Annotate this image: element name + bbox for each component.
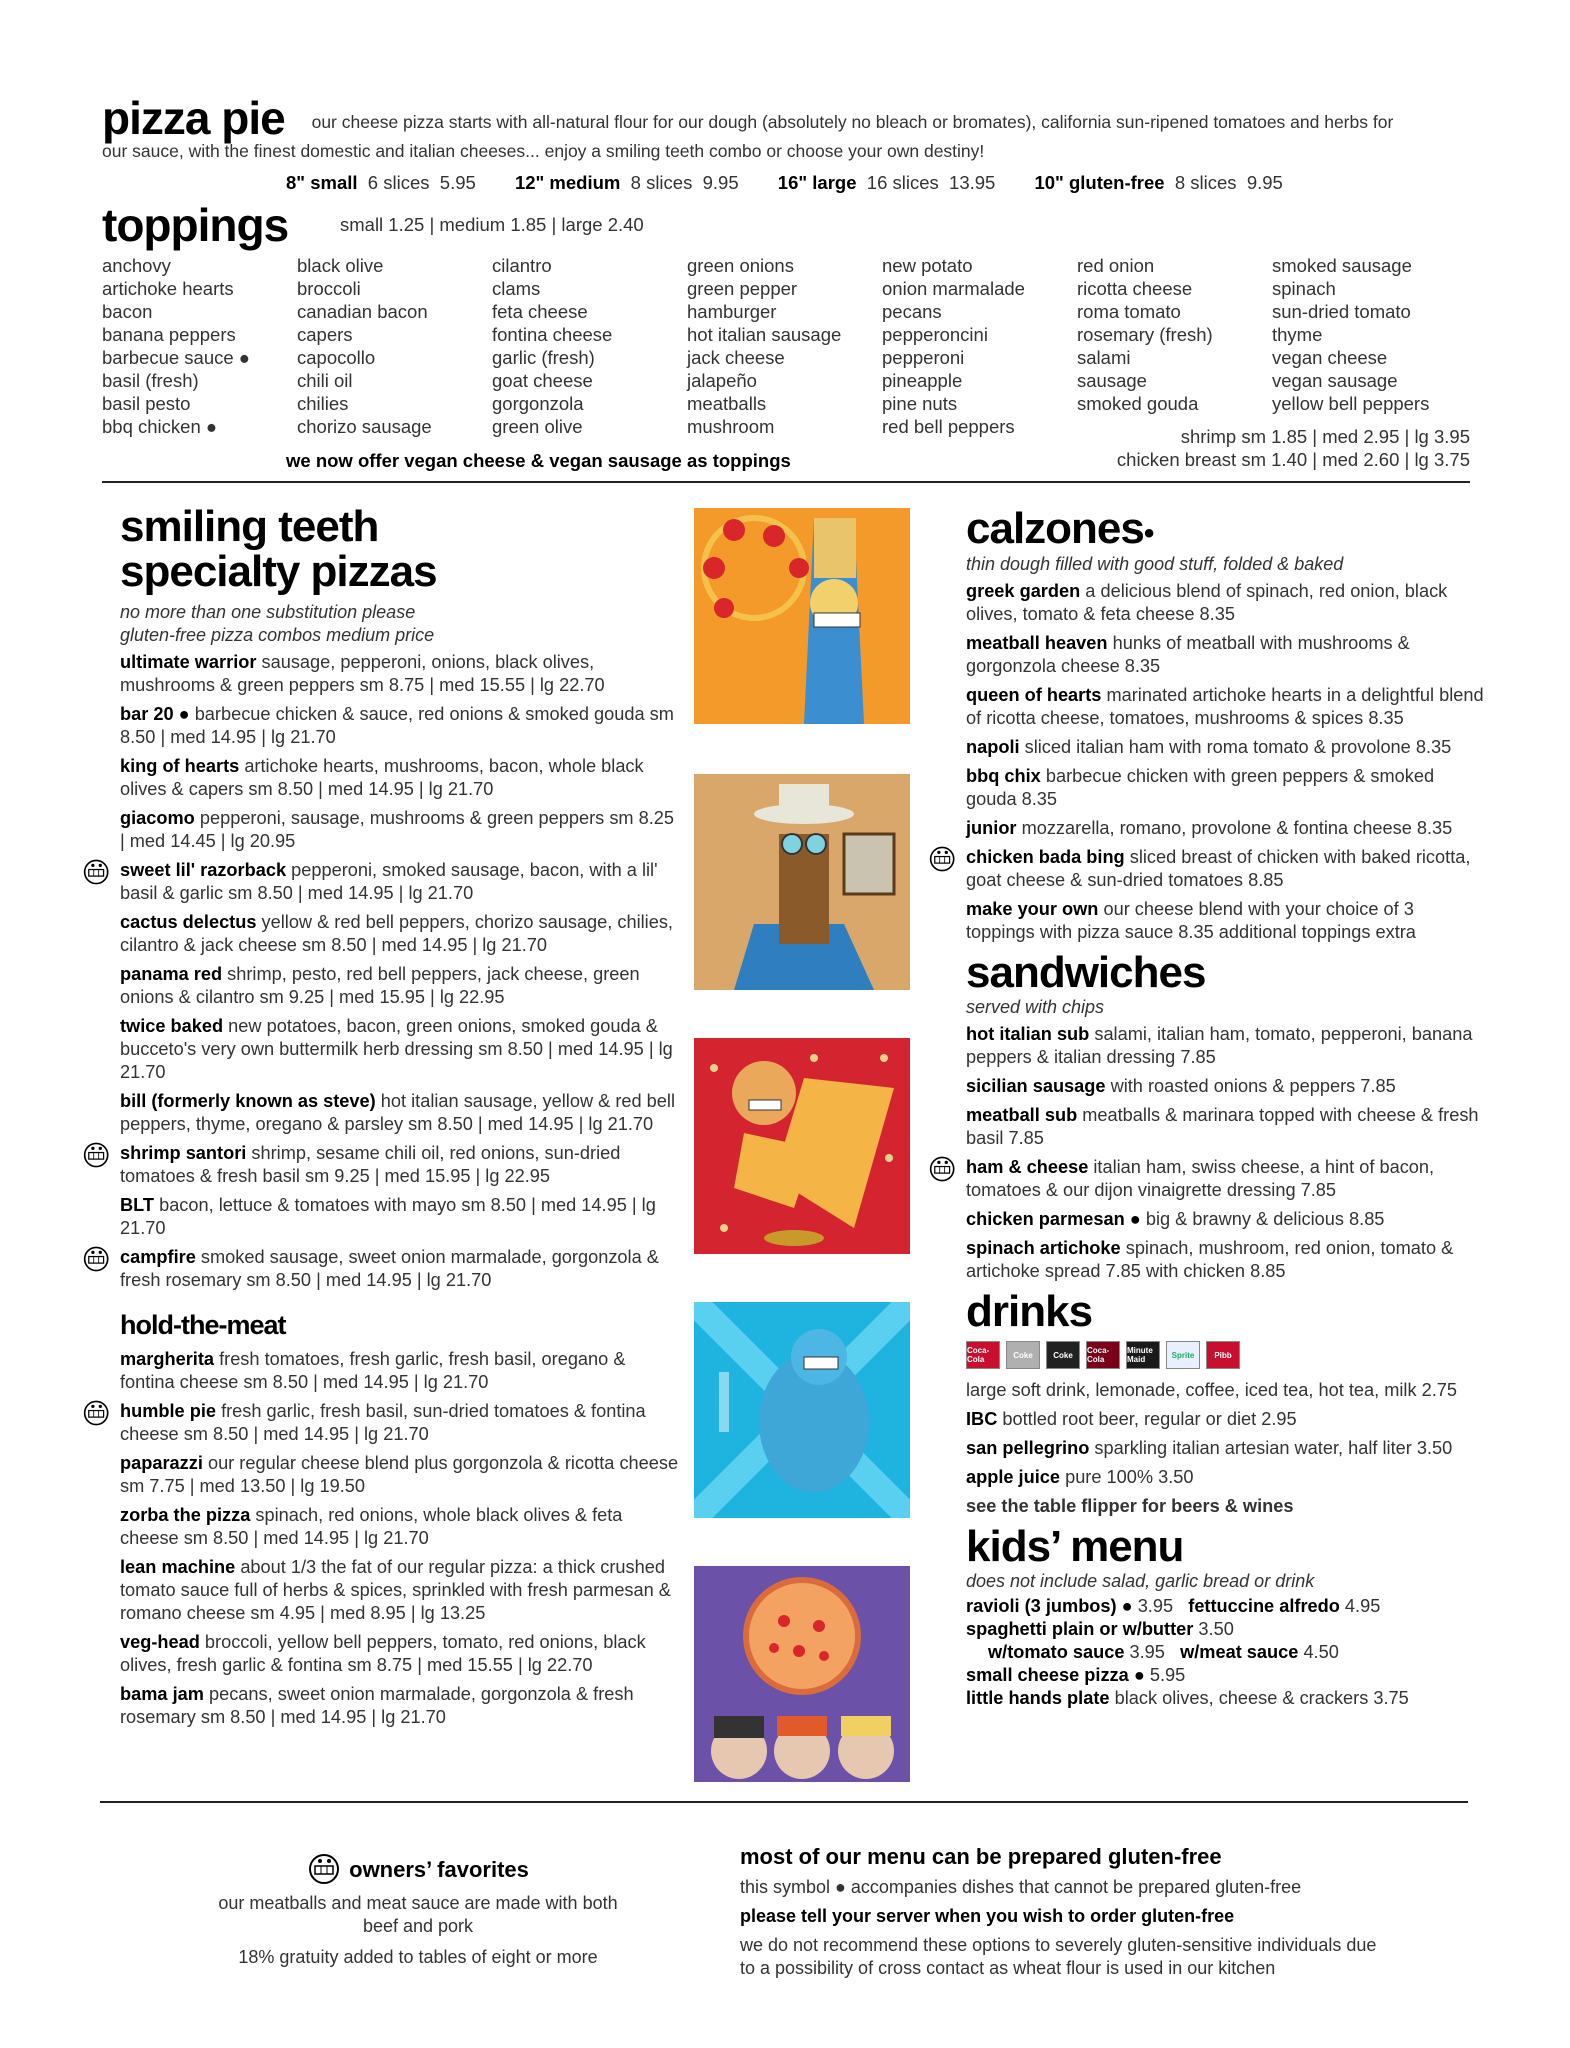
item-description: mozzarella, romano, provolone & fontina cheese 8.35 (1021, 818, 1453, 838)
calzone-items (966, 580, 1486, 944)
specialty-items (120, 651, 680, 1292)
item-name: greek garden (966, 581, 1081, 601)
topping-item: hot italian sausage (687, 324, 842, 345)
topping-item: garlic (fresh) (492, 347, 595, 368)
drink-items (966, 1408, 1486, 1489)
pizza-kids-illustration (694, 1566, 910, 1782)
kids-line-5: little hands plate black olives, cheese & crackers 3.75 (966, 1688, 1409, 1708)
topping-item: meatballs (687, 393, 767, 414)
item-description: shrimp, sesame chili oil, red onions, sun-dried tomatoes & fresh basil sm 9.25 | med 15.95 | lg 22.95 (120, 1143, 621, 1186)
topping-item: feta cheese (492, 301, 588, 322)
drink-brand-logo: Sprite (1166, 1341, 1200, 1369)
pizza-sizes (286, 172, 1317, 194)
specialty-pizza-item (120, 1015, 680, 1084)
toppings-prices: small 1.25 | medium 1.85 | large 2.40 (340, 214, 644, 235)
specialty-pizza-item (120, 755, 680, 801)
sandwich-item (966, 1075, 1486, 1098)
sandwiches-title: sandwiches (966, 948, 1206, 997)
topping-item: fontina cheese (492, 324, 613, 345)
calzones-title: calzones (966, 504, 1144, 553)
gluten-free-symbol-note: this symbol ● accompanies dishes that cannot be prepared gluten-free (740, 1877, 1302, 1897)
item-name: margherita (120, 1349, 215, 1369)
specialty-pizza-item (120, 703, 680, 749)
topping-item: gorgonzola (492, 393, 584, 414)
topping-item: basil pesto (102, 393, 191, 414)
kids-line-2: spaghetti plain or w/butter 3.50 (966, 1619, 1234, 1639)
calzone-item (966, 684, 1486, 730)
size-medium: 12" medium 8 slices 9.95 (514, 172, 739, 193)
topping-item: artichoke hearts (102, 278, 234, 299)
calzones-subtitle: thin dough filled with good stuff, folded & baked (966, 554, 1344, 574)
topping-item: green pepper (687, 278, 798, 299)
topping-item: onion marmalade (882, 278, 1025, 299)
specialty-pizza-item (120, 1090, 680, 1136)
topping-item: banana peppers (102, 324, 236, 345)
item-name: san pellegrino (966, 1438, 1090, 1458)
divider-top (102, 481, 1470, 483)
item-name: sicilian sausage (966, 1076, 1106, 1096)
item-description: pure 100% 3.50 (1065, 1467, 1194, 1487)
item-name: apple juice (966, 1467, 1061, 1487)
shrimp-price: shrimp sm 1.85 | med 2.95 | lg 3.95 (1180, 426, 1470, 447)
topping-item: chili oil (297, 370, 353, 391)
right-column (966, 505, 1486, 1716)
owners-favorite-icon (928, 1155, 958, 1183)
man-with-hat-illustration (694, 774, 910, 990)
topping-item: bacon (102, 301, 153, 322)
topping-item: jalapeño (687, 370, 757, 391)
item-description: yellow & red bell peppers, chorizo sausage, chilies, cilantro & jack cheese sm 8.50 | med 14.95 | lg 21.70 (120, 912, 673, 955)
specialty-pizza-item (120, 1194, 680, 1240)
size-large: 16" large 16 slices 13.95 (777, 172, 996, 193)
drink-brand-logo: Coke (1046, 1341, 1080, 1369)
item-name: meatball heaven (966, 633, 1108, 653)
item-description: hot italian sausage, yellow & red bell peppers, thyme, oregano & parsley sm 8.50 | med 14.95 | lg 21.70 (120, 1091, 675, 1134)
drink-item (966, 1466, 1486, 1489)
item-description: artichoke hearts, mushrooms, bacon, whole black olives & capers sm 8.50 | med 14.95 | lg 21.70 (120, 756, 644, 799)
topping-item: red bell peppers (882, 416, 1015, 437)
drink-brand-logo: Pibb (1206, 1341, 1240, 1369)
calzones-heading (966, 505, 1486, 553)
pizza-description: our cheese pizza starts with all-natural flour for our dough (absolutely no bleach or bromates), california sun-ripened tomatoes and herbs for our sauce, with the finest domestic and italian cheeses... enjoy a smiling teeth combo or choose your own destiny! (102, 112, 1394, 161)
topping-item: mushroom (687, 416, 775, 437)
veggie-pizza-item (120, 1631, 680, 1677)
item-description: barbecue chicken & sauce, red onions & smoked gouda sm 8.50 | med 14.95 | lg 21.70 (120, 704, 674, 747)
item-name: queen of hearts (966, 685, 1102, 705)
item-name: panama red (120, 964, 223, 984)
item-name: veg-head (120, 1632, 200, 1652)
item-name: bar 20 ● (120, 704, 190, 724)
drinks-title: drinks (966, 1287, 1093, 1336)
item-name: lean machine (120, 1557, 236, 1577)
vegan-note: we now offer vegan cheese & vegan sausage as toppings (286, 450, 791, 471)
item-name: ultimate warrior (120, 652, 257, 672)
topping-item: salami (1077, 347, 1131, 368)
topping-item: bbq chicken ● (102, 416, 218, 437)
veggie-pizza-item (120, 1683, 680, 1729)
toppings-column (1077, 254, 1213, 415)
item-name: ham & cheese (966, 1157, 1089, 1177)
item-description: with roasted onions & peppers 7.85 (1110, 1076, 1396, 1096)
item-description: bottled root beer, regular or diet 2.95 (1002, 1409, 1297, 1429)
item-description: marinated artichoke hearts in a delightful blend of ricotta cheese, tomatoes, mushrooms & spices 8.35 (966, 685, 1484, 728)
item-description: hunks of meatball with mushrooms & gorgonzola cheese 8.35 (966, 633, 1410, 676)
topping-item: rosemary (fresh) (1077, 324, 1213, 345)
gluten-free-block (740, 1842, 1440, 1980)
item-name: BLT (120, 1195, 155, 1215)
topping-item: green onions (687, 255, 794, 276)
kids-title: kids’ menu (966, 1522, 1184, 1571)
sandwich-item (966, 1237, 1486, 1283)
kids-subtitle: does not include salad, garlic bread or drink (966, 1571, 1315, 1591)
item-name: spinach artichoke (966, 1238, 1121, 1258)
topping-item: yellow bell peppers (1272, 393, 1430, 414)
item-name: bbq chix (966, 766, 1041, 786)
item-name: giacomo (120, 808, 195, 828)
specialty-pizza-item (120, 911, 680, 957)
topping-item: chorizo sausage (297, 416, 432, 437)
topping-item: capers (297, 324, 353, 345)
item-description: broccoli, yellow bell peppers, tomato, red onions, black olives, fresh garlic & fontina sm 8.75 | med 15.55 | lg 22.70 (120, 1632, 646, 1675)
sandwich-items (966, 1023, 1486, 1283)
topping-item: pine nuts (882, 393, 958, 414)
item-description: pepperoni, smoked sausage, bacon, with a lil' basil & garlic sm 8.50 | med 14.95 | lg 21.70 (120, 860, 658, 903)
topping-item: capocollo (297, 347, 376, 368)
specialty-pizza-item (120, 1142, 680, 1188)
specialty-pizza-item (120, 963, 680, 1009)
toppings-column (687, 254, 841, 438)
sandwich-item (966, 1156, 1486, 1202)
item-name: IBC (966, 1409, 998, 1429)
owners-favorite-icon (928, 845, 958, 873)
topping-item: pineapple (882, 370, 963, 391)
drinks-basic: large soft drink, lemonade, coffee, iced tea, hot tea, milk 2.75 (966, 1380, 1458, 1400)
calzone-item (966, 765, 1486, 811)
item-name: napoli (966, 737, 1020, 757)
kids-line-1: ravioli (3 jumbos) ● 3.95 fettuccine alfredo 4.95 (966, 1596, 1381, 1616)
calzone-item (966, 736, 1486, 759)
item-name: sweet lil' razorback (120, 860, 287, 880)
item-name: cactus delectus (120, 912, 257, 932)
sandwiches-subtitle: served with chips (966, 997, 1105, 1017)
item-name: hot italian sub (966, 1024, 1090, 1044)
sandwich-item (966, 1023, 1486, 1069)
drink-item (966, 1437, 1486, 1460)
toppings-title: toppings (102, 199, 289, 251)
genie-pizza-illustration (694, 1038, 910, 1254)
item-description: italian ham, swiss cheese, a hint of bacon, tomatoes & our dijon vinaigrette dressing 7.85 (966, 1157, 1435, 1200)
toppings-column (1272, 254, 1429, 415)
topping-item: new potato (882, 255, 973, 276)
topping-item: smoked sausage (1272, 255, 1412, 276)
sandwich-item (966, 1104, 1486, 1150)
veggie-pizza-item (120, 1452, 680, 1498)
item-description: pepperoni, sausage, mushrooms & green peppers sm 8.25 | med 14.45 | lg 20.95 (120, 808, 675, 851)
specialty-note-2: gluten-free pizza combos medium price (120, 625, 435, 645)
topping-item: chilies (297, 393, 349, 414)
item-description: bacon, lettuce & tomatoes with mayo sm 8.50 | med 14.95 | lg 21.70 (120, 1195, 656, 1238)
topping-item: roma tomato (1077, 301, 1181, 322)
specialty-pizza-item (120, 807, 680, 853)
size-gluten-free: 10" gluten-free 8 slices 9.95 (1034, 172, 1283, 193)
topping-item: sausage (1077, 370, 1147, 391)
item-description: sliced italian ham with roma tomato & provolone 8.35 (1024, 737, 1452, 757)
veggie-pizza-item (120, 1556, 680, 1625)
drink-brand-logo: Minute Maid (1126, 1341, 1160, 1369)
kids-line-3: w/tomato sauce 3.95 w/meat sauce 4.50 (988, 1642, 1339, 1662)
drink-item (966, 1408, 1486, 1431)
item-name: zorba the pizza (120, 1505, 251, 1525)
size-small: 8" small 6 slices 5.95 (286, 172, 476, 193)
item-name: humble pie (120, 1401, 216, 1421)
topping-item: red onion (1077, 255, 1155, 276)
item-description: fresh garlic, fresh basil, sun-dried tomatoes & fontina cheese sm 8.50 | med 14.95 | lg 21.70 (120, 1401, 646, 1444)
smiling-teeth-icon (307, 1852, 343, 1886)
topping-item: pepperoni (882, 347, 965, 368)
calzone-item (966, 632, 1486, 678)
topping-item: barbecue sauce ● (102, 347, 250, 368)
owners-favorites-block (218, 1852, 618, 1969)
owners-favorite-icon (82, 1141, 112, 1169)
item-description: barbecue chicken with green peppers & smoked gouda 8.35 (966, 766, 1435, 809)
specialty-pizza-item (120, 651, 680, 697)
hold-the-meat-title: hold-the-meat (120, 1310, 286, 1340)
gluten-free-warning: we do not recommend these options to severely gluten-sensitive individuals due to a possibility of cross contact as wheat flour is used in our kitchen (740, 1935, 1377, 1978)
drink-logos (966, 1341, 1486, 1369)
topping-item: smoked gouda (1077, 393, 1199, 414)
item-name: paparazzi (120, 1453, 203, 1473)
item-name: chicken parmesan ● (966, 1209, 1141, 1229)
item-description: spinach, mushroom, red onion, tomato & artichoke spread 7.85 with chicken 8.85 (966, 1238, 1454, 1281)
item-name: bama jam (120, 1684, 204, 1704)
item-description: sausage, pepperoni, onions, black olives, mushrooms & green peppers sm 8.75 | med 15.55 | lg 22.70 (120, 652, 605, 695)
calzone-item (966, 846, 1486, 892)
drink-brand-logo: Coke (1006, 1341, 1040, 1369)
drinks-note: see the table flipper for beers & wines (966, 1496, 1294, 1516)
veggie-pizza-item (120, 1348, 680, 1394)
sandwich-item (966, 1208, 1486, 1231)
item-description: about 1/3 the fat of our regular pizza: a thick crushed tomato sauce full of herbs & spices, sprinkled with fresh parmesan & romano cheese sm 4.95 | med 8.95 | lg 13.25 (120, 1557, 671, 1623)
item-description: big & brawny & delicious 8.85 (1145, 1209, 1385, 1229)
topping-item: pepperoncini (882, 324, 988, 345)
topping-item: ricotta cheese (1077, 278, 1193, 299)
meat-note: our meatballs and meat sauce are made with both beef and pork (218, 1893, 618, 1936)
calzone-item (966, 817, 1486, 840)
kids-line-4: small cheese pizza ● 5.95 (966, 1665, 1186, 1685)
topping-item: green olive (492, 416, 583, 437)
item-description: new potatoes, bacon, green onions, smoked gouda & bucceto's very own buttermilk herb dressing sm 8.50 | med 14.95 | lg 21.70 (120, 1016, 673, 1082)
topping-item: pecans (882, 301, 942, 322)
toppings-column (492, 254, 612, 438)
gratuity-note: 18% gratuity added to tables of eight or more (238, 1947, 598, 1967)
toppings-column (297, 254, 432, 438)
veggie-pizza-item (120, 1400, 680, 1446)
calzone-item (966, 580, 1486, 626)
toppings-column (882, 254, 1025, 438)
hold-the-meat-items (120, 1348, 680, 1729)
specialty-note-1: no more than one substitution please (120, 602, 416, 622)
item-description: spinach, red onions, whole black olives & feta cheese sm 8.50 | med 14.95 | lg 21.70 (120, 1505, 623, 1548)
item-name: make your own (966, 899, 1099, 919)
item-name: junior (966, 818, 1017, 838)
item-description: meatballs & marinara topped with cheese & fresh basil 7.85 (966, 1105, 1479, 1148)
item-name: chicken bada bing (966, 847, 1125, 867)
blue-figure-illustration (694, 1302, 910, 1518)
veggie-pizza-item (120, 1504, 680, 1550)
topping-item: broccoli (297, 278, 361, 299)
pizza-pie-title: pizza pie (102, 92, 285, 144)
topping-item: thyme (1272, 324, 1323, 345)
specialty-title-1: smiling teeth (120, 502, 379, 551)
owners-favorites-heading (218, 1852, 618, 1886)
topping-item: hamburger (687, 301, 777, 322)
topping-item: black olive (297, 255, 384, 276)
gluten-free-title: most of our menu can be prepared gluten-free (740, 1844, 1222, 1869)
topping-item: jack cheese (687, 347, 785, 368)
item-description: pecans, sweet onion marmalade, gorgonzola & fresh rosemary sm 8.50 | med 14.95 | lg 21.70 (120, 1684, 634, 1727)
item-description: our cheese blend with your choice of 3 toppings with pizza sauce 8.35 additional toppings extra (966, 899, 1416, 942)
topping-item: spinach (1272, 278, 1336, 299)
topping-item: cilantro (492, 255, 552, 276)
topping-item: canadian bacon (297, 301, 428, 322)
topping-item: vegan cheese (1272, 347, 1388, 368)
item-name: king of hearts (120, 756, 240, 776)
pizza-intro (102, 92, 1422, 162)
calzones-gluten-mark: • (1143, 517, 1154, 550)
item-description: our regular cheese blend plus gorgonzola & ricotta cheese sm 7.75 | med 13.50 | lg 19.50 (120, 1453, 679, 1496)
topping-item: anchovy (102, 255, 171, 276)
topping-item: basil (fresh) (102, 370, 199, 391)
calzone-item (966, 898, 1486, 944)
juggler-illustration (694, 508, 910, 724)
extra-toppings (1117, 425, 1470, 471)
item-description: a delicious blend of spinach, red onion, black olives, tomato & feta cheese 8.35 (966, 581, 1448, 624)
drink-brand-logo: Coca-Cola (966, 1341, 1000, 1369)
specialty-pizza-item (120, 859, 680, 905)
specialty-pizza-item (120, 1246, 680, 1292)
owners-favorite-icon (82, 1245, 112, 1273)
item-name: bill (formerly known as steve) (120, 1091, 376, 1111)
item-description: smoked sausage, sweet onion marmalade, gorgonzola & fresh rosemary sm 8.50 | med 14.95 | lg 21.70 (120, 1247, 659, 1290)
topping-item: vegan sausage (1272, 370, 1398, 391)
item-description: sparkling italian artesian water, half liter 3.50 (1094, 1438, 1453, 1458)
item-description: salami, italian ham, tomato, pepperoni, banana peppers & italian dressing 7.85 (966, 1024, 1473, 1067)
item-name: shrimp santori (120, 1143, 247, 1163)
item-description: sliced breast of chicken with baked ricotta, goat cheese & sun-dried tomatoes 8.85 (966, 847, 1471, 890)
chicken-breast-price: chicken breast sm 1.40 | med 2.60 | lg 3.75 (1116, 449, 1470, 470)
divider-bottom (100, 1801, 1468, 1803)
topping-item: goat cheese (492, 370, 593, 391)
item-name: twice baked (120, 1016, 224, 1036)
drink-brand-logo: Coca-Cola (1086, 1341, 1120, 1369)
specialty-column (120, 502, 680, 1735)
owners-favorite-icon (82, 858, 112, 886)
gluten-free-tell-server: please tell your server when you wish to order gluten-free (740, 1906, 1235, 1926)
item-description: shrimp, pesto, red bell peppers, jack cheese, green onions & cilantro sm 9.25 | med 15.95 | lg 22.95 (120, 964, 640, 1007)
item-name: campfire (120, 1247, 196, 1267)
topping-item: sun-dried tomato (1272, 301, 1411, 322)
specialty-title-2: specialty pizzas (120, 547, 437, 596)
item-description: fresh tomatoes, fresh garlic, fresh basil, oregano & fontina cheese sm 8.50 | med 14.95 | lg 21.70 (120, 1349, 626, 1392)
owners-favorite-icon (82, 1399, 112, 1427)
item-name: meatball sub (966, 1105, 1078, 1125)
toppings-column (102, 254, 250, 438)
topping-item: clams (492, 278, 541, 299)
owners-favorites-title: owners’ favorites (349, 1856, 529, 1882)
